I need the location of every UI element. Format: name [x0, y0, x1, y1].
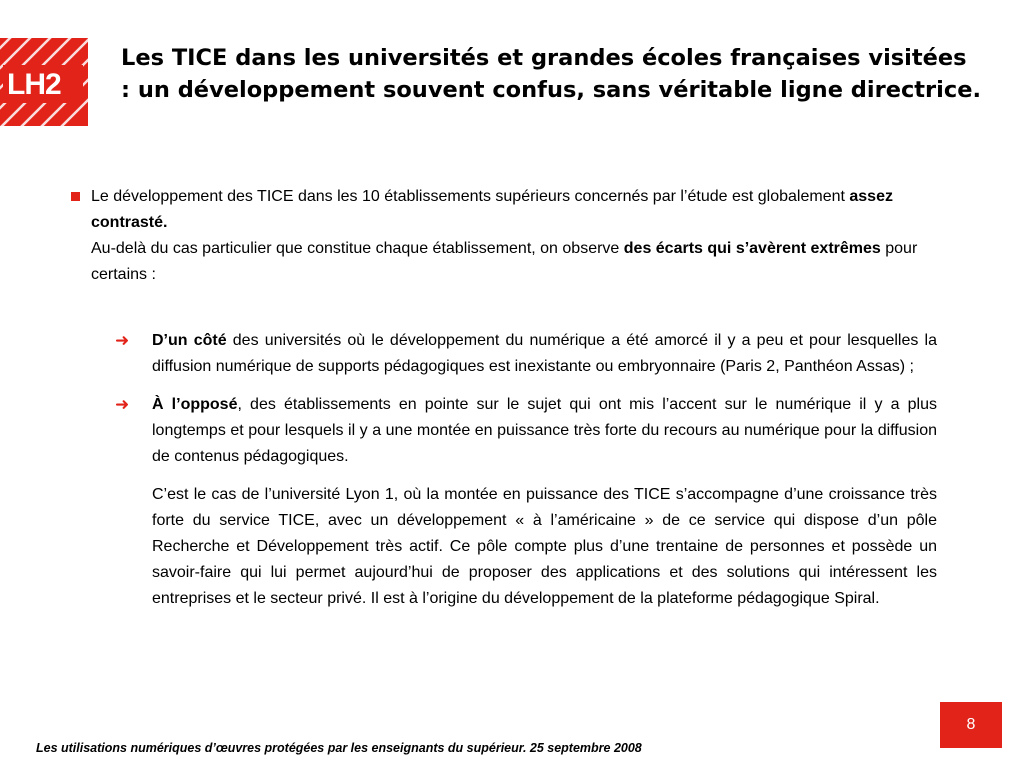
bullet-bold: D’un côté: [152, 332, 227, 349]
bullet-text: des universités où le développement du numérique a été amorcé il y a peu et pour lesquelles la diffusion numérique de supports pédagogiques est inexistante ou embryonnaire (Paris 2, Panthéon Assas) ;: [152, 332, 937, 375]
intro-block: [71, 184, 951, 288]
intro-line2-end: pour certains :: [91, 240, 918, 283]
intro-line1: Le développement des TICE dans les 10 établissements supérieurs concernés par l’étude est globalement: [91, 188, 850, 205]
bullet-bold: À l’opposé: [152, 396, 238, 413]
intro-line2: Au-delà du cas particulier que constitue chaque établissement, on observe: [91, 240, 624, 257]
page-number-badge: 8: [940, 702, 1002, 748]
intro-line2-bold: des écarts qui s’avèrent extrêmes: [623, 240, 881, 257]
intro-text: [91, 184, 951, 288]
slide-title: Les TICE dans les universités et grandes écoles françaises visitées : un développement souvent confus, sans véritable ligne directrice.: [121, 45, 982, 103]
bullet-item: [115, 392, 937, 470]
logo-text: LH2: [7, 68, 61, 101]
intro-line1-bold: assez contrasté.: [91, 188, 893, 231]
bullet-list: [115, 328, 937, 612]
footer-text: Les utilisations numériques d’œuvres protégées par les enseignants du supérieur. 25 septembre 2008: [36, 741, 642, 755]
lyon-paragraph: C’est le cas de l’université Lyon 1, où la montée en puissance des TICE s’accompagne d’une croissance très forte du service TICE, avec un développement « à l’américaine » de ce service qui dispose d’un pôle Recherche et Développement très actif. Ce pôle compte plus d’une trentaine de personnes et possède un savoir-faire qui lui permet aujourd’hui de proposer des applications et des solutions qui intéressent les entreprises et le secteur privé. Il est à l’origine du développement de la plateforme pédagogique Spiral.: [152, 486, 937, 607]
bullet-item: [115, 328, 937, 380]
red-square-icon: [71, 192, 80, 201]
arrow-right-icon: ➜: [115, 331, 130, 351]
arrow-right-icon: ➜: [115, 395, 130, 415]
lh2-logo: [0, 38, 88, 126]
bullet-text: , des établissements en pointe sur le sujet qui ont mis l’accent sur le numérique il y a plus longtemps et pour lesquels il y a une montée en puissance très forte du recours au numérique pour la diffusion de contenus pédagogiques.: [152, 396, 937, 465]
